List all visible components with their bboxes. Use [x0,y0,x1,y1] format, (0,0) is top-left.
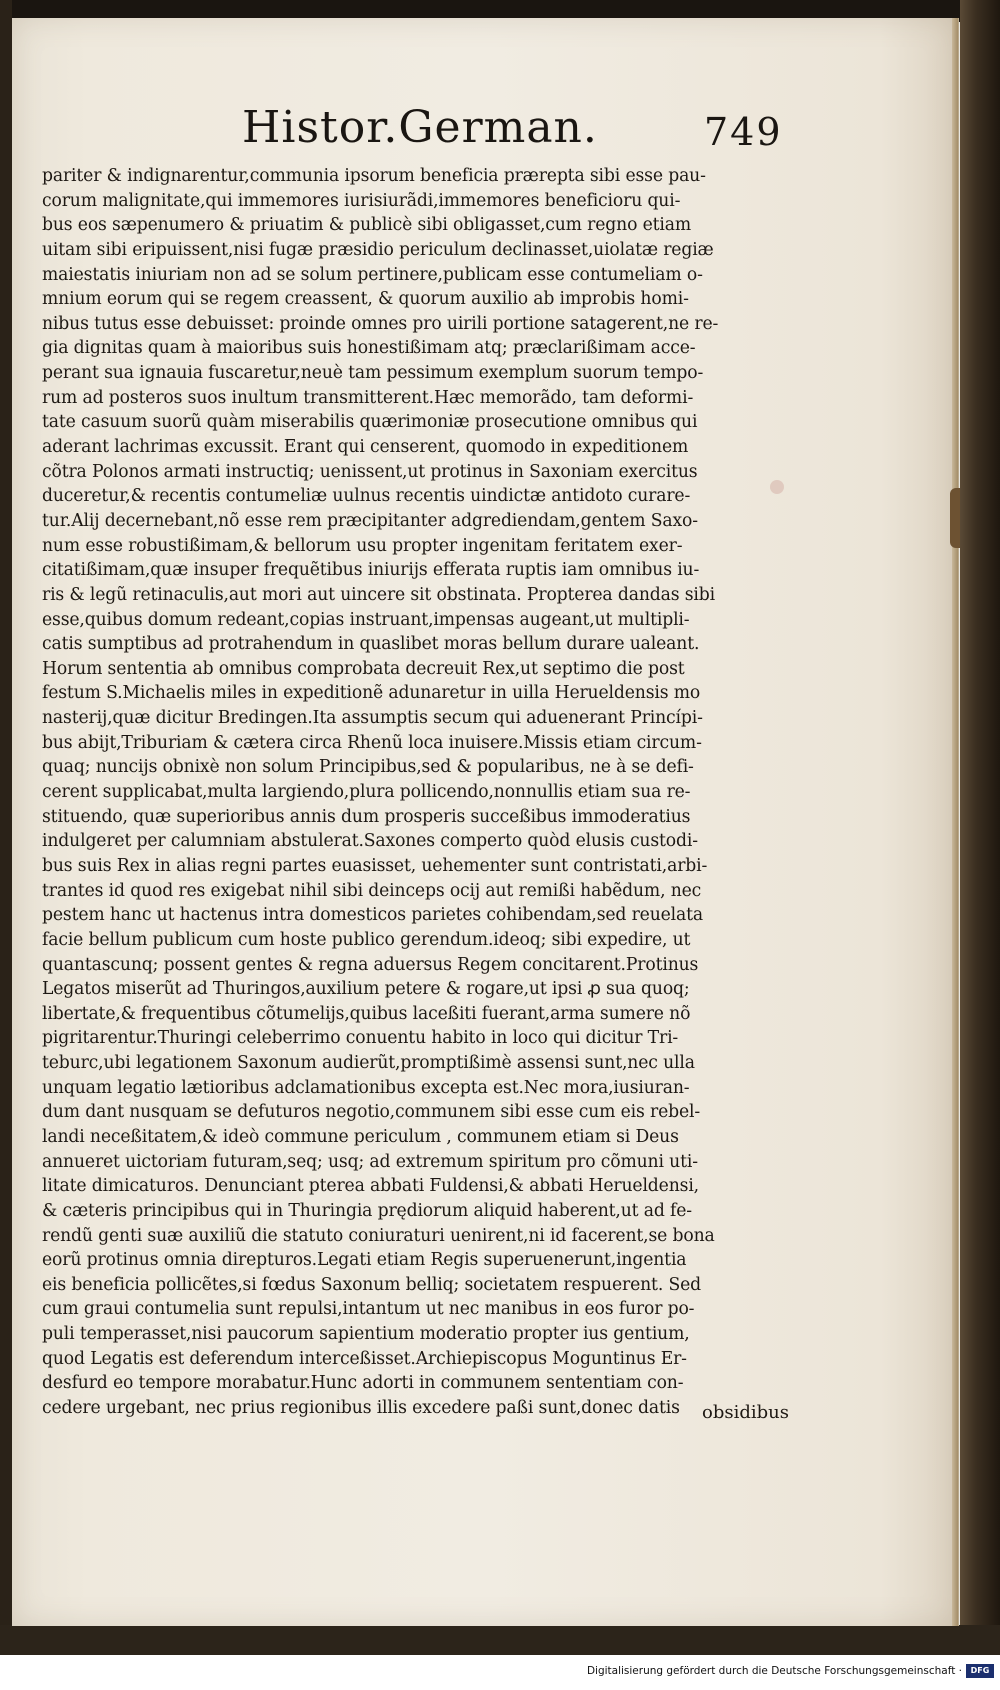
text-line: quantascunq; possent gentes & regna aduersus Regem concitarent.Protinus [42,954,699,975]
dfg-logo: DFG [966,1664,994,1678]
text-line: perant sua ignauia fuscaretur,neuè tam pessimum exemplum suorum tempo- [42,363,704,384]
text-line: quaq; nuncijs obnixè non solum Principibus,sed & popularibus, ne à se defi- [42,757,694,778]
text-line: stituendo, quæ superioribus annis dum prosperis succeßibus immoderatius [42,806,691,827]
text-line: pigritarentur.Thuringi celeberrimo conuentu habito in loco qui dicitur Tri- [42,1028,679,1049]
page-tab [950,488,960,548]
text-line: libertate,& frequentibus cõtumelijs,quibus laceßiti fuerant,arma sumere nõ [42,1003,691,1024]
page-header [12,88,956,158]
text-line: pariter & indignarentur,communia ipsorum beneficia prærepta sibi esse pau- [42,166,706,186]
text-line: pestem hanc ut hactenus intra domesticos parietes cohibendam,sed reuelata [42,905,704,926]
text-line: num esse robustißimam,& bellorum usu propter ingenitam feritatem exer- [42,535,683,556]
text-line: mnium eorum qui se regem creassent, & quorum auxilio ab improbis homi- [42,289,689,310]
text-line: corum malignitate,qui immemores iurisiurãdi,immemores beneficioru qui- [42,190,681,211]
text-line: aderant lachrimas excussit. Erant qui censerent, quomodo in expeditionem [42,437,689,458]
text-line: nasterij,quæ dicitur Bredingen.Ita assumptis secum qui aduenerant Princípi- [42,708,703,729]
scan-frame-bottom [0,1625,1000,1655]
scan-frame-left [0,0,12,1655]
text-line: duceretur,& recentis contumeliæ uulnus recentis uindictæ antidoto curare- [42,486,691,507]
text-line: facie bellum publicum cum hoste publico gerendum.ideoq; sibi expedire, ut [42,929,691,950]
text-line: dum dant nusquam se defuturos negotio,communem sibi esse cum eis rebel- [42,1102,701,1123]
text-line: indulgeret per calumniam abstulerat.Saxones comperto quòd elusis custodi- [42,831,698,852]
scan-frame-right [960,0,1000,1655]
digitization-footer [0,1655,1000,1690]
text-line: uitam sibi eripuissent,nisi fugæ præsidio periculum declinasset,uiolatæ regiæ [42,239,714,260]
running-head: Histor.German. [242,102,598,153]
text-line: unquam legatio lætioribus adclamationibus excepta est.Nec mora,iusiuran- [42,1077,690,1098]
text-line: cedere urgebant, nec prius regionibus illis excedere paßi sunt,donec datis [42,1398,680,1419]
text-line: quod Legatis est deferendum interceßisset.Archiepiscopus Moguntinus Er- [42,1348,687,1369]
text-line: rendũ genti suæ auxiliũ die statuto coniuraturi uenirent,ni id facerent,se bona [42,1225,715,1246]
text-line: puli temperasset,nisi paucorum sapientium moderatio propter ius gentium, [42,1324,690,1345]
text-line: Legatos miserũt ad Thuringos,auxilium petere & rogare,ut ipsi ꝓ sua quoq; [42,979,690,1000]
text-line: eorũ protinus omnia direpturos.Legati etiam Regis superuenerunt,ingentia [42,1250,687,1271]
text-line: bus suis Rex in alias regni partes euasisset, uehementer sunt contristati,arbi- [42,855,708,876]
text-line: festum S.Michaelis miles in expeditionẽ adunaretur in uilla Herueldensis mo [42,683,701,704]
text-line: ris & legũ retinaculis,aut mori aut uincere sit obstinata. Propterea dandas sibi [42,584,715,605]
text-line: catis sumptibus ad protrahendum in quaslibet moras bellum durare ualeant. [42,634,700,655]
text-line: litate dimicaturos. Denunciant pterea abbati Fuldensi,& abbati Herueldensi, [42,1176,700,1197]
text-line: bus abijt,Triburiam & cætera circa Rhenũ loca inuisere.Missis etiam circum- [42,732,702,753]
text-line: tur.Alij decernebant,nõ esse rem præcipitanter adgrediendam,gentem Saxo- [42,510,698,531]
text-line: Horum sententia ab omnibus comprobata decreuit Rex,ut septimo die post [42,658,685,679]
text-line: cerent supplicabat,multa largiendo,plura pollicendo,nonnullis etiam sua re- [42,782,691,803]
text-line: cõtra Polonos armati instructiq; uenissent,ut protinus in Saxoniam exercitus [42,461,698,482]
text-line: eis beneficia pollicẽtes,si fœdus Saxonum belliq; societatem respuerent. Sed [42,1274,702,1295]
text-line: rum ad posteros suos inultum transmitterent.Hæc memorãdo, tam deformi- [42,387,694,408]
text-line: landi neceßitatem,& ideò commune periculum , communem etiam si Deus [42,1126,679,1147]
text-line: & cæteris principibus qui in Thuringia prędiorum aliquid haberent,ut ad fe- [42,1200,692,1221]
text-line: teburc,ubi legationem Saxonum audierũt,promptißimè assensi sunt,nec ulla [42,1053,695,1074]
text-line: desfurd eo tempore morabatur.Hunc adorti in communem sententiam con- [42,1373,684,1394]
body-text [42,164,792,1421]
funding-credit: Digitalisierung gefördert durch die Deutsche Forschungsgemeinschaft · [586,1665,962,1677]
text-line: gia dignitas quam à maioribus suis honestißimam atq; præclarißimam acce- [42,338,696,359]
text-line: tate casuum suorũ quàm miserabilis quærimoniæ prosecutione omnibus qui [42,412,698,433]
page-edge [952,18,958,1626]
text-line: citatißimam,quæ insuper frequẽtibus iniurijs efferata ruptis iam omnibus iu- [42,560,700,581]
page-number: 749 [704,110,783,154]
text-line: esse,quibus domum redeant,copias instruant,impensas augeant,ut multipli- [42,609,690,630]
text-line: trantes id quod res exigebat nihil sibi deinceps ocij aut remißi habẽdum, nec [42,880,702,901]
catchword: obsidibus [702,1402,789,1423]
text-line: nibus tutus esse debuisset: proinde omnes pro uirili portione satagerent,ne re- [42,313,719,334]
text-line: annueret uictoriam futuram,seq; usq; ad extremum spiritum pro cõmuni uti- [42,1151,698,1172]
book-page [12,18,959,1626]
text-line: bus eos sæpenumero & priuatim & publicè sibi obligasset,cum regno etiam [42,215,692,236]
text-line: cum graui contumelia sunt repulsi,intantum ut nec manibus in eos furor po- [42,1299,695,1320]
text-line: maiestatis iniuriam non ad se solum pertinere,publicam esse contumeliam o- [42,264,703,285]
